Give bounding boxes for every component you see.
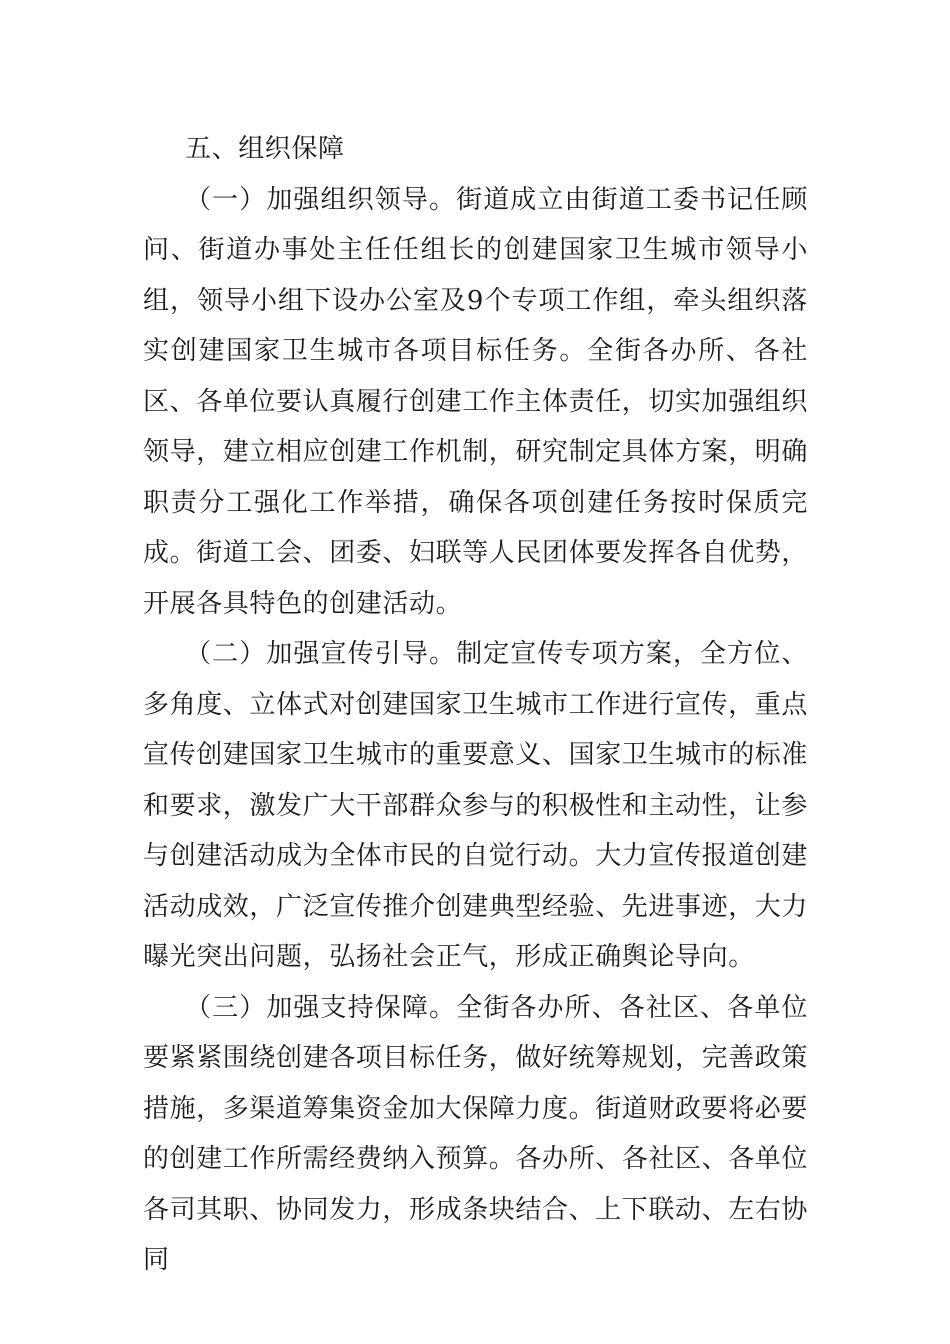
- document-body: [143, 124, 808, 1286]
- paragraph-support-guarantee: （三）加强支持保障。全街各办所、各社区、各单位要紧紧围绕创建各项目标任务，做好统筹规划，完善政策措施，多渠道筹集资金加大保障力度。街道财政要将必要的创建工作所需经费纳入预算。各办所、各社区、各单位各司其职、协同发力，形成条块结合、上下联动、左右协同: [143, 992, 809, 1275]
- paragraph-organization-leadership: （一）加强组织领导。街道成立由街道工委书记任顾问、街道办事处主任任组长的创建国家卫生城市领导小组，领导小组下设办公室及9个专项工作组，牵头组织落实创建国家卫生城市各项目标任务。全街各办所、各社区、各单位要认真履行创建工作主体责任，切实加强组织领导，建立相应创建工作机制，研究制定具体方案，明确职责分工强化工作举措，确保各项创建任务按时保质完成。街道工会、团委、妇联等人民团体要发挥各自优势，开展各具特色的创建活动。: [143, 184, 809, 619]
- paragraph-publicity-guidance: （二）加强宣传引导。制定宣传专项方案，全方位、多角度、立体式对创建国家卫生城市工作进行宣传，重点宣传创建国家卫生城市的重要意义、国家卫生城市的标准和要求，激发广大干部群众参与的积极性和主动性，让参与创建活动成为全体市民的自觉行动。大力宣传报道创建活动成效，广泛宣传推介创建典型经验、先进事迹，大力曝光突出问题，弘扬社会正气，形成正确舆论导向。: [143, 639, 809, 972]
- section-heading: 五、组织保障: [185, 134, 345, 164]
